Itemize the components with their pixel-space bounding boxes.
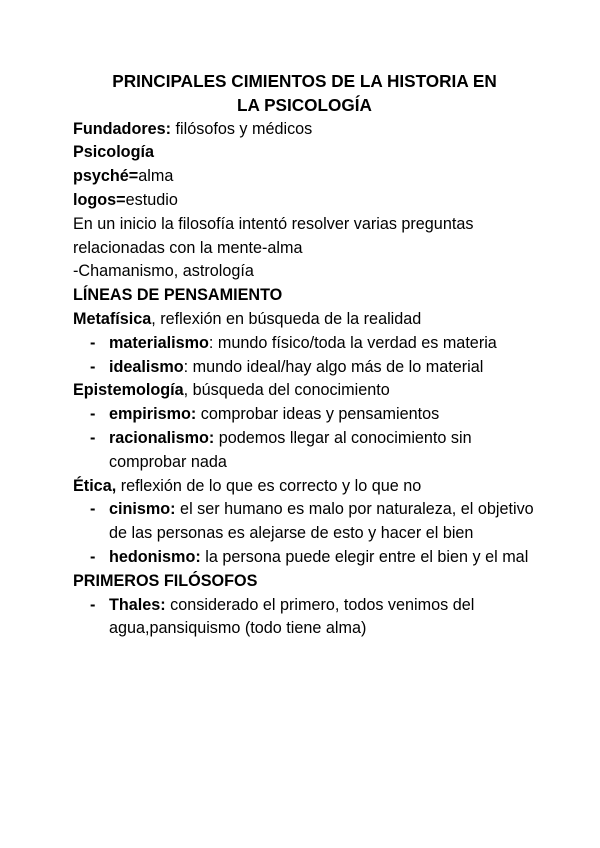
item-term: racionalismo: <box>109 428 215 447</box>
lineas-heading: LÍNEAS DE PENSAMIENTO <box>73 286 283 305</box>
item-text: podemos llegar al conocimiento sin comprobar nada <box>109 428 472 471</box>
etica-line <box>73 475 540 499</box>
chamanismo-line: -Chamanismo, astrología <box>73 262 254 281</box>
epistemologia-line <box>73 379 540 403</box>
fundadores-text: filósofos y médicos <box>171 119 313 138</box>
title-line-1: PRINCIPALES CIMIENTOS DE LA HISTORIA EN <box>112 71 497 91</box>
list-item <box>73 356 540 380</box>
filosofos-heading: PRIMEROS FILÓSOFOS <box>73 571 258 590</box>
item-text: el ser humano es malo por naturaleza, el objetivo de las personas es alejarse de esto y hacer el bien <box>109 500 534 543</box>
epistemologia-list <box>73 403 540 474</box>
psyche-label: psyché= <box>73 167 139 186</box>
dash-bullet: - <box>90 357 96 376</box>
metafisica-line <box>73 308 540 332</box>
etica-text: reflexión de lo que es correcto y lo que no <box>116 476 422 495</box>
fundadores-line <box>73 118 540 142</box>
item-text: la persona puede elegir entre el bien y el mal <box>200 547 529 566</box>
etica-list <box>73 498 540 569</box>
intro-paragraph: En un inicio la filosofía intentó resolver varias preguntas relacionadas con la mente-alma <box>73 214 474 257</box>
logos-line <box>73 189 540 213</box>
item-text: : mundo ideal/hay algo más de lo material <box>183 357 484 376</box>
filosofos-list <box>73 594 540 642</box>
item-term: cinismo: <box>109 500 176 519</box>
title-line-2: LA PSICOLOGÍA <box>237 94 372 115</box>
dash-bullet: - <box>90 547 96 566</box>
item-text: considerado el primero, todos venimos del agua,pansiquismo (todo tiene alma) <box>109 595 475 638</box>
metafisica-list <box>73 332 540 380</box>
item-term: idealismo <box>109 357 184 376</box>
item-term: Thales: <box>109 595 166 614</box>
logos-label: logos= <box>73 190 126 209</box>
item-text: : mundo físico/toda la verdad es materia <box>208 333 497 352</box>
list-item <box>73 332 540 356</box>
item-text: comprobar ideas y pensamientos <box>196 405 440 424</box>
dash-bullet: - <box>90 428 96 447</box>
psyche-text: alma <box>138 167 174 186</box>
etica-label: Ética, <box>73 476 117 495</box>
metafisica-text: , reflexión en búsqueda de la realidad <box>151 309 422 328</box>
dash-bullet: - <box>90 595 96 614</box>
list-item <box>73 427 540 475</box>
list-item <box>73 498 540 546</box>
psicologia-heading: Psicología <box>73 143 154 162</box>
epistemologia-label: Epistemología <box>73 381 184 400</box>
item-term: empirismo: <box>109 405 197 424</box>
metafisica-label: Metafísica <box>73 309 152 328</box>
list-item <box>73 594 540 642</box>
psyche-line <box>73 165 540 189</box>
item-term: materialismo <box>109 333 209 352</box>
list-item <box>73 403 540 427</box>
epistemologia-text: , búsqueda del conocimiento <box>183 381 390 400</box>
item-term: hedonismo: <box>109 547 201 566</box>
document-title <box>69 70 540 118</box>
dash-bullet: - <box>90 333 96 352</box>
dash-bullet: - <box>90 500 96 519</box>
list-item <box>73 546 540 570</box>
fundadores-label: Fundadores: <box>73 119 172 138</box>
dash-bullet: - <box>90 405 96 424</box>
logos-text: estudio <box>125 190 178 209</box>
